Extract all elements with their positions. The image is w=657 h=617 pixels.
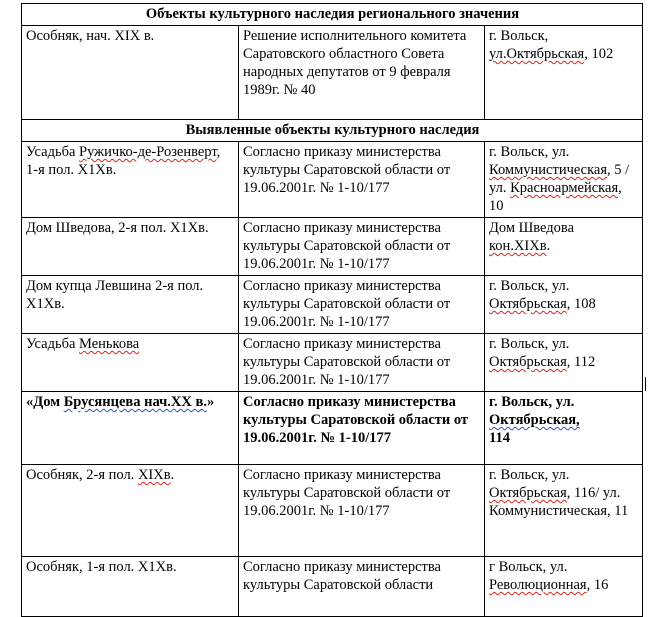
- address-cell: [485, 557, 643, 617]
- regional-heritage-heading: Объекты культурного наследия регионального значения: [22, 4, 643, 26]
- street-name: Революционная: [489, 577, 587, 593]
- object-name: Особняк, нач. XIX в.: [26, 28, 155, 44]
- table-row: [22, 557, 643, 617]
- table-row: [22, 218, 643, 276]
- table-header-row: [22, 4, 643, 26]
- legal-basis: Решение исполнительного комитета Саратовского областного Совета народных депутатов от 9 февраля 1989г. № 40: [243, 28, 467, 98]
- object-name-cell: [22, 142, 239, 218]
- address-suffix: 114: [489, 430, 510, 446]
- object-name-prefix: «Дом: [26, 394, 64, 410]
- text-cursor: [645, 377, 646, 391]
- address-line: г. Вольск,: [489, 28, 549, 44]
- object-name-highlight: Ружичко-де-Розенверт: [79, 144, 217, 160]
- address-cell: [485, 465, 643, 557]
- object-name-cell: [22, 334, 239, 392]
- object-name-cell: [22, 218, 239, 276]
- address-cell: [485, 142, 643, 218]
- address-line: г. Вольск, ул.: [489, 336, 570, 352]
- object-name-cell: [22, 557, 239, 617]
- object-name-highlight: Брусянцева нач.XX в.: [63, 394, 207, 410]
- legal-basis-cell: [239, 557, 485, 617]
- address-suffix: , 108: [566, 296, 596, 312]
- legal-basis-cell: [239, 392, 485, 465]
- street-name: Октябрьская: [489, 354, 567, 370]
- street-name: Коммунистическая: [489, 162, 608, 178]
- address-suffix: , 10: [489, 180, 622, 214]
- object-name-cell: [22, 392, 239, 465]
- legal-basis-cell: [239, 26, 485, 120]
- street-name: Октябрьская,: [489, 412, 580, 428]
- object-name-suffix: »: [206, 394, 215, 410]
- address-suffix: .: [546, 238, 551, 254]
- address-suffix: , 16: [586, 577, 609, 593]
- legal-basis: Согласно приказу министерства культуры Саратовской области от 19.06.2001г. № 1-10/177: [243, 144, 451, 196]
- object-name-prefix: Усадьба: [26, 336, 80, 352]
- legal-basis: Согласно приказу министерства культуры Саратовской области от 19.06.2001г. № 1-10/177: [243, 467, 451, 519]
- street-name: ул.Октябрьская: [489, 46, 585, 62]
- address-cell: [485, 218, 643, 276]
- object-name-cell: [22, 276, 239, 334]
- object-name-cell: [22, 26, 239, 120]
- address-line: г. Вольск, ул.: [489, 467, 570, 483]
- address-cell: [485, 392, 643, 465]
- legal-basis: Согласно приказу министерства культуры Саратовской области от 19.06.2001г. № 1-10/177: [243, 394, 469, 446]
- address-cell: [485, 334, 643, 392]
- table-row: [22, 142, 643, 218]
- object-name: Дом купца Левшина 2-я пол. X1Хв.: [26, 278, 204, 312]
- identified-heritage-heading: Выявленные объекты культурного наследия: [22, 120, 643, 142]
- object-name-highlight: XIXв: [137, 467, 171, 483]
- date-note: кон.XIXв: [489, 238, 547, 254]
- legal-basis-cell: [239, 465, 485, 557]
- table-row: [22, 392, 643, 465]
- address-suffix: , 102: [584, 46, 614, 62]
- legal-basis: Согласно приказу министерства культуры Саратовской области от 19.06.2001г. № 1-10/177: [243, 278, 451, 330]
- address-line: г. Вольск, ул.: [489, 278, 570, 294]
- table-row: [22, 334, 643, 392]
- legal-basis: Согласно приказу министерства культуры Саратовской области от 19.06.2001г. № 1-10/177: [243, 220, 451, 272]
- object-name: Дом Шведова, 2-я пол. X1Хв.: [26, 220, 209, 236]
- address-cell: [485, 26, 643, 120]
- street-name: Октябрьская: [489, 485, 567, 501]
- object-name-cell: [22, 465, 239, 557]
- table-section-row: [22, 120, 643, 142]
- object-name-prefix: Усадьба: [26, 144, 80, 160]
- address-part: , 5 /ул.: [489, 162, 630, 196]
- object-name-suffix: , 1-я пол. X1Хв.: [26, 144, 221, 178]
- address-suffix: , 112: [566, 354, 596, 370]
- street-name: Октябрьская: [489, 296, 567, 312]
- legal-basis: Согласно приказу министерства культуры Саратовской области от 19.06.2001г. № 1-10/177: [243, 336, 451, 388]
- legal-basis-cell: [239, 334, 485, 392]
- table-row: [22, 465, 643, 557]
- legal-basis-cell: [239, 276, 485, 334]
- legal-basis-cell: [239, 142, 485, 218]
- address-cell: [485, 276, 643, 334]
- address-line: г. Вольск, ул.: [489, 394, 575, 410]
- legal-basis: Согласно приказу министерства культуры Саратовской области: [243, 559, 441, 593]
- object-name: Особняк, 1-я пол. X1Хв.: [26, 559, 177, 575]
- address-suffix: , 116/ ул. Коммунистическая, 11: [489, 485, 629, 519]
- table-row: [22, 276, 643, 334]
- address-line: г Вольск, ул.: [489, 559, 568, 575]
- object-name-highlight: Менькова: [79, 336, 140, 352]
- legal-basis-cell: [239, 218, 485, 276]
- address-line: г. Вольск, ул.: [489, 144, 570, 160]
- address-line: Дом Шведова: [489, 220, 575, 236]
- heritage-objects-table: [21, 3, 643, 617]
- object-name-suffix: .: [170, 467, 175, 483]
- street-name-secondary: Красноармейская: [510, 180, 619, 196]
- table-row: [22, 26, 643, 120]
- object-name-prefix: Особняк, 2-я пол.: [26, 467, 138, 483]
